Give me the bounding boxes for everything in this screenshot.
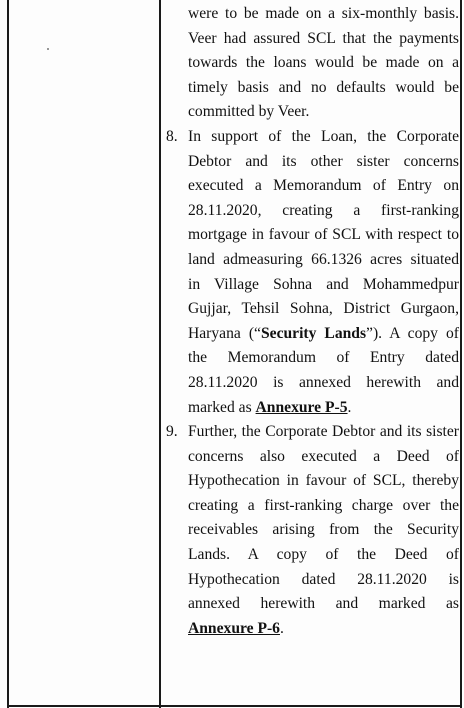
text-line: 28.11.2020 is annexed herewith and	[188, 373, 459, 391]
text-line: Veer had assured SCL that the payments	[188, 29, 459, 47]
text-line: Further, the Corporate Debtor and its sister	[188, 423, 459, 441]
text-line: receivables arising from the Security	[188, 521, 459, 539]
text-line: mortgage in favour of SCL with respect to	[188, 226, 459, 244]
text-column	[166, 0, 459, 641]
text-line: towards the loans would be made on a	[188, 54, 459, 72]
annexure-reference: Annexure P-5	[255, 398, 348, 416]
text-fragment: marked as	[188, 398, 256, 416]
text-line: annexed herewith and marked as	[188, 595, 459, 613]
text-line: were to be made on a six-monthly basis.	[188, 5, 459, 22]
table-border-middle	[159, 0, 161, 708]
text-line: Gujjar, Tehsil Sohna, District Gurgaon,	[188, 300, 459, 318]
text-fragment: Haryana (“	[188, 324, 261, 342]
defined-term: Security Lands	[260, 324, 367, 342]
paragraph-8	[166, 125, 459, 420]
table-border-left	[7, 0, 9, 708]
text-line: committed by Veer.	[188, 103, 310, 121]
text-line	[166, 322, 459, 347]
text-line	[166, 617, 459, 642]
text-fragment: ”). A copy of	[366, 324, 459, 342]
table-border-bottom	[7, 705, 461, 707]
text-line: concerns also executed a Deed of	[188, 447, 459, 465]
text-line: Hypothecation in favour of SCL, thereby	[188, 472, 459, 490]
text-line: Debtor and its other sister concerns	[188, 152, 459, 170]
scan-speck	[47, 48, 49, 50]
text-line: Lands. A copy of the Deed of	[188, 546, 459, 564]
text-line: Hypothecation dated 28.11.2020 is	[188, 570, 459, 588]
text-line: timely basis and no defaults would be	[188, 78, 459, 96]
paragraph-9	[166, 420, 459, 641]
paragraph-number: 8.	[166, 127, 178, 145]
text-line: 28.11.2020, creating a first-ranking	[188, 201, 459, 219]
text-line: in Village Sohna and Mohammedpur	[188, 275, 459, 293]
table-border-right	[460, 0, 462, 708]
text-fragment: .	[347, 398, 352, 416]
text-line: In support of the Loan, the Corporate	[188, 127, 459, 145]
continued-paragraph	[166, 2, 459, 125]
annexure-reference: Annexure P-6	[188, 619, 280, 637]
text-line: land admeasuring 66.1326 acres situated	[188, 250, 459, 268]
text-line	[166, 396, 459, 421]
text-line: executed a Memorandum of Entry on	[188, 177, 459, 195]
paragraph-number: 9.	[166, 423, 178, 441]
text-line: creating a first-ranking charge over the	[188, 496, 459, 514]
text-line: the Memorandum of Entry dated	[188, 349, 459, 367]
text-fragment: .	[279, 619, 284, 637]
